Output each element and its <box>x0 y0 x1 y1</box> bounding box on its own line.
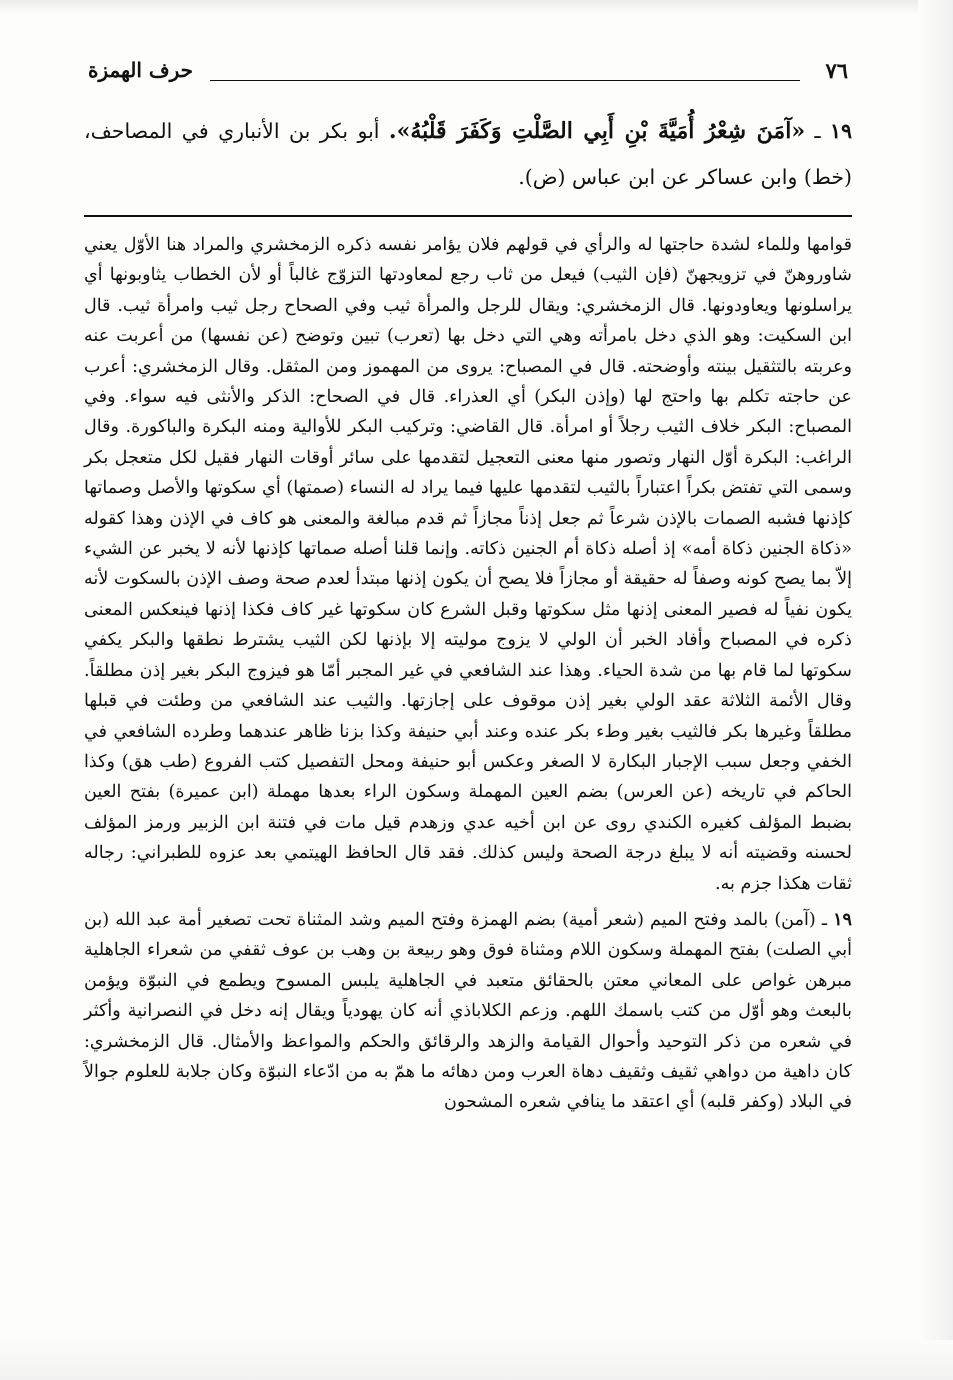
hadith-dash: ـ <box>805 119 821 143</box>
running-header <box>88 56 848 90</box>
scan-edge-right <box>918 0 953 1380</box>
commentary-paragraph-2 <box>84 905 852 1118</box>
commentary-paragraph-1: قوامها وللماء لشدة حاجتها له والرأي في قولهم فلان يؤامر نفسه ذكره الزمخشري والمراد هنا الأوّل يعني شاوروهنّ في تزويجهنّ (فإن الثيب) فيعل من ثاب رجع لمعاودتها التزوّج غالباً أو لأن الخطاب يثاوبونها أي يراسلونها ويعاودونها. قال الزمخشري: ويقال للرجل والمرأة ثيب وفي الصحاح رجل ثيب وامرأة ثيب. قال ابن السكيت: وهو الذي دخل بامرأته وهي التي دخل بها (تعرب) تبين وتوضح (عن نفسها) من أعربت عنه وعربته بالتثقيل بينته وأوضحته. قال في المصباح: يروى من المهموز ومن المثقل. وقال الزمخشري: أعرب عن حاجته تكلم بها واحتج لها (وإذن البكر) أي العذراء. قال في الصحاح: الذكر والأنثى فيه سواء. وفي المصباح: البكر خلاف الثيب رجلاً أو امرأة. قال القاضي: وتركيب البكر للأوالية ومنه البكرة والباكورة. وقال الراغب: البكرة أوّل النهار وتصور منها معنى التعجيل لتقدمها على سائر أوقات النهار فقيل لكل متعجل بكر وسمى التي تفتض بكراً اعتباراً بالثيب لتقدمها عليها فيما يراد له النساء (صمتها) أي سكوتها والأصل وصماتها كإذنها فشبه الصمات بالإذن شرعاً ثم جعل إذناً مجازاً ثم قدم مبالغة والمعنى هو كاف في الإذن وهذا كقوله «ذكاة الجنين ذكاة أمه» إذ أصله ذكاة أم الجنين ذكاته. وإنما قلنا أصله صماتها كإذنها لأنه لا يخبر عن الشيء إلاّ بما يصح كونه وصفاً له حقيقة أو مجازاً فلا يصح أن يكون إذنها مبتدأ لعدم صحة وصف الإذن بالسكوت لأنه يكون نفياً له فصير المعنى إذنها مثل سكوتها وقبل الشرع كان سكوتها غير كاف فكذا إذنها فينعكس المعنى ذكره في المصباح وأفاد الخبر أن الولي لا يزوج موليته إلا بإذنها لكن الثيب يشترط نطقها والبكر يكفي سكوتها لما قام بها من شدة الحياء. وهذا عند الشافعي في غير المجبر أمّا هو فيزوج البكر بغير إذن مطلقاً. وقال الأئمة الثلاثة عقد الولي بغير إذن موقوف على إجازتها. والثيب عند الشافعي من وطئت في قبلها مطلقاً وغيرها بكر فالثيب بغير وطء بكر عنده وعند أبي حنيفة وكذا بزنا ظاهر عندهما وطرده الشافعي في الخفي وجعل سبب الإجبار البكارة لا الصغر وعكس أبو حنيفة ومحل التفصيل كتب الفروع (طب هق) وكذا الحاكم في تاريخه (عن العرس) بضم العين المهملة وسكون الراء بعدها مهملة (ابن عميرة) بفتح العين بضبط المؤلف كغيره الكندي روى عن ابن أخيه عدي وزهدم قيل مات في فتنة ابن الزبير ورمز المؤلف لحسنه وقضيته أنه لا يبلغ درجة الصحة وليس كذلك. فقد قال الحافظ الهيتمي بعد عزوه للطبراني: رجاله ثقات هكذا جزم به. <box>84 235 852 894</box>
hadith-text: «آمَنَ شِعْرُ أُمَيَّةَ بْنِ أَبِي الصَّلْتِ وَكَفَرَ قَلْبُهُ». <box>388 118 806 144</box>
commentary-paragraph-2-text: ـ (آمن) بالمد وفتح الميم (شعر أمية) بضم الهمزة وفتح الميم وشد المثناة تحت تصغير أمة عبد الله (بن أبي الصلت) بفتح المهملة وسكون اللام ومثناة فوق وهو ربيعة بن وهب بن عوف ثقفي من شعراء الجاهلية مبرهن غواص على المعاني معتن بالحقائق متعبد في الجاهلية يلبس المسوح ويطمع في النبوّة ويؤمن بالبعث وهو أوّل من كتب باسمك اللهم. وزعم الكلاباذي أنه كان يهودياً ويقال إنه دخل في النصرانية وأكثر في شعره من ذكر التوحيد وأحوال القيامة والزهد والرقائق والحكم والمواعظ والأمثال. قال الزمخشري: كان داهية من دواهي ثقيف وثقيف دهاة العرب ومن دهائه ما همّ به من ادّعاء النبوّة وكان جلابة للعلوم جوالاً في البلاد (وكفر قلبه) أي اعتقد ما ينافي شعره المشحون <box>84 909 852 1113</box>
hadith-source: أبو بكر بن الأنباري في المصاحف، (خط) وابن عساكر عن ابن عباس (ض). <box>84 119 852 189</box>
commentary <box>84 230 852 1118</box>
page-number: ٧٦ <box>825 58 848 83</box>
hadith-block <box>84 108 852 200</box>
commentary-hadith-number: ١٩ <box>833 908 852 930</box>
chapter-title: حرف الهمزة <box>88 58 194 82</box>
header-rule <box>210 80 800 81</box>
scan-edge-bottom <box>0 1340 953 1380</box>
hadith-number: ١٩ <box>829 119 852 143</box>
scan-edge-top <box>0 0 953 14</box>
section-divider <box>84 215 852 217</box>
